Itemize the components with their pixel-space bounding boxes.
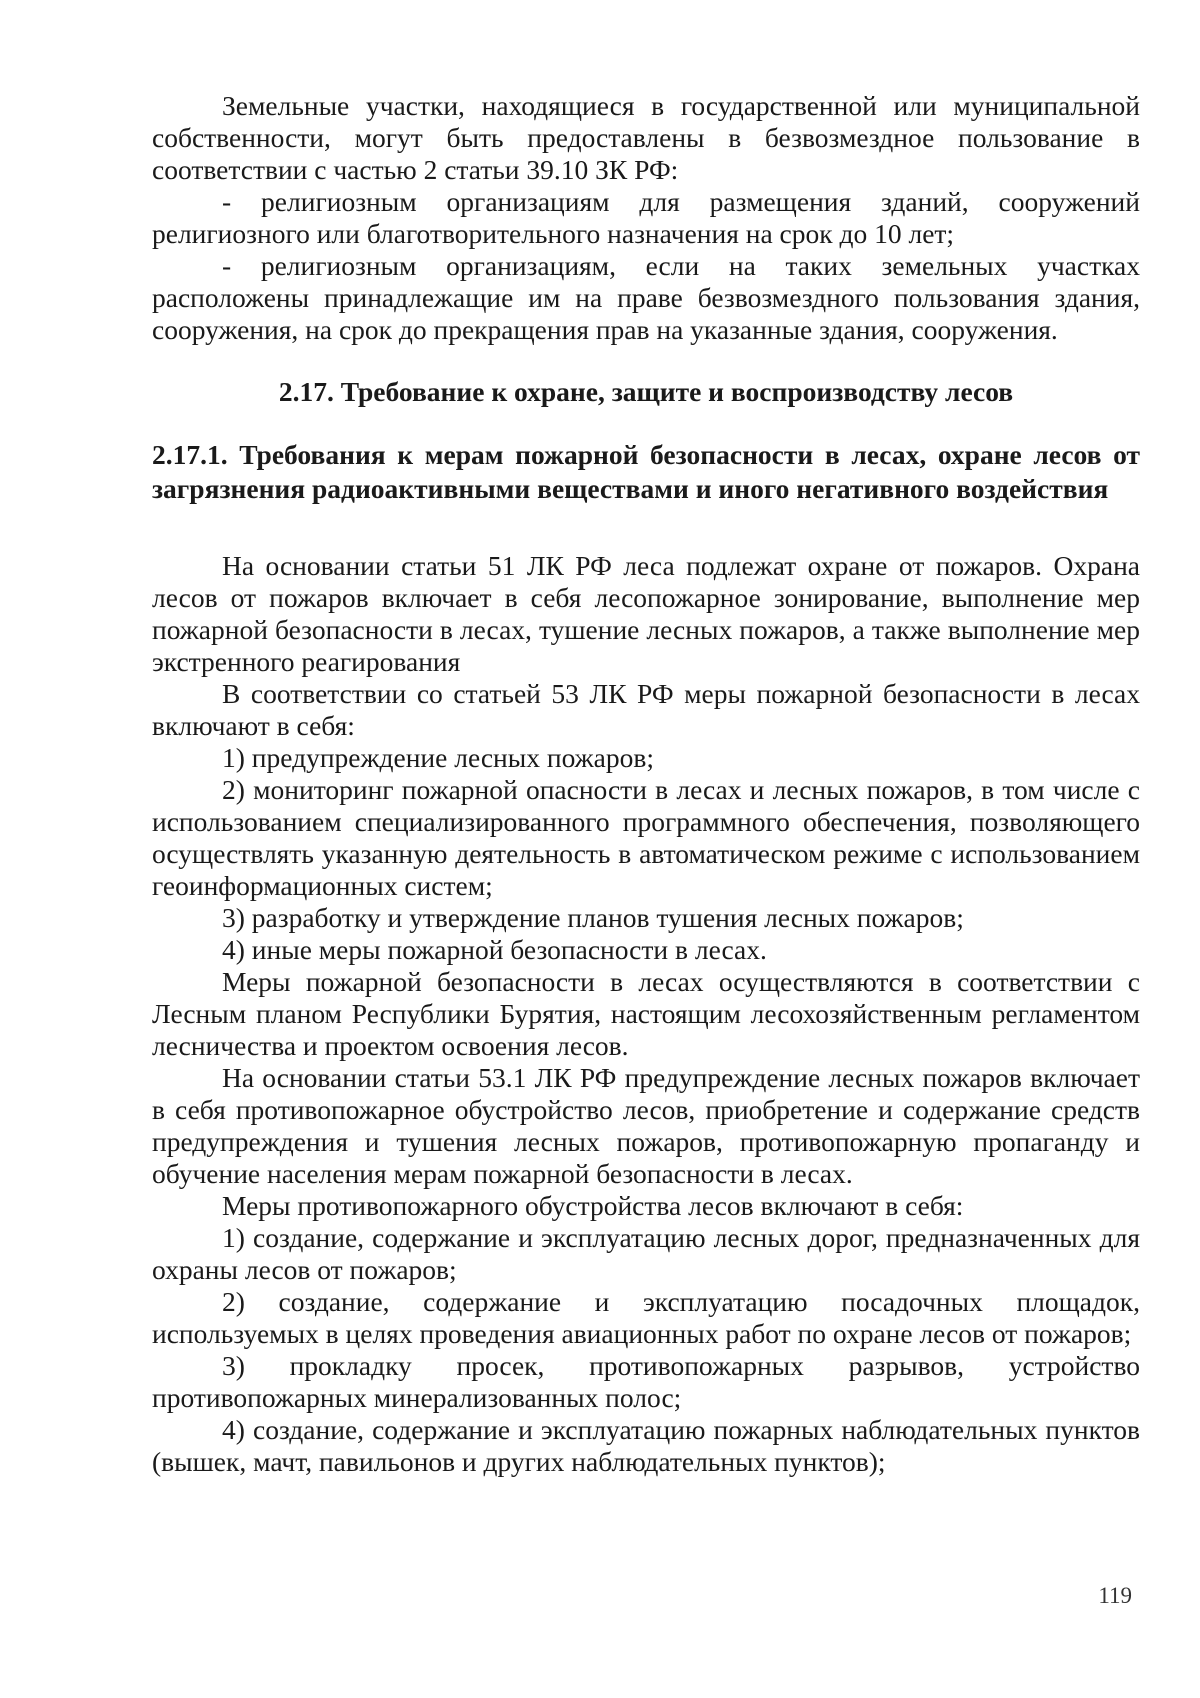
body-paragraph: Меры противопожарного обустройства лесов включают в себя: xyxy=(222,1190,964,1221)
body-paragraph: В соответствии со статьей 53 ЛК РФ меры пожарной безопасности в лесах включают в себя: xyxy=(152,678,1140,741)
section-title: 2.17. Требование к охране, защите и воспроизводству лесов xyxy=(278,376,1014,407)
subsection-title: 2.17.1. Требования к мерам пожарной безопасности в лесах, охране лесов от загрязнения радиоактивными веществами и иного негативного воздействия xyxy=(152,439,1140,504)
body-list-item: 1) создание, содержание и эксплуатацию лесных дорог, предназначенных для охраны лесов от пожаров; xyxy=(152,1222,1140,1285)
body-list-item: 3) разработку и утверждение планов тушения лесных пожаров; xyxy=(222,902,964,933)
intro-list-item: - религиозным организациям для размещения зданий, сооружений религиозного или благотворительного назначения на срок до 10 лет; xyxy=(152,186,1140,249)
body-paragraph: На основании статьи 51 ЛК РФ леса подлежат охране от пожаров. Охрана лесов от пожаров включает в себя лесопожарное зонирование, выполнение мер пожарной безопасности в лесах, тушение лесных пожаров, а также выполнение мер экстренного реагирования xyxy=(152,550,1140,677)
intro-paragraph: Земельные участки, находящиеся в государственной или муниципальной собственности, могут быть предоставлены в безвозмездное пользование в соответствии с частью 2 статьи 39.10 ЗК РФ: xyxy=(152,90,1140,185)
page-number: 119 xyxy=(1098,1583,1132,1608)
body-list-item: 4) создание, содержание и эксплуатацию пожарных наблюдательных пунктов (вышек, мачт, павильонов и других наблюдательных пунктов); xyxy=(152,1414,1140,1477)
intro-list-item: - религиозным организациям, если на таких земельных участках расположены принадлежащие им на праве безвозмездного пользования здания, сооружения, на срок до прекращения прав на указанные здания, сооружения. xyxy=(152,250,1140,345)
body-paragraph: Меры пожарной безопасности в лесах осуществляются в соответствии с Лесным планом Республики Бурятия, настоящим лесохозяйственным регламентом лесничества и проектом освоения лесов. xyxy=(152,966,1140,1061)
page-content xyxy=(152,90,1140,1478)
body-list-item: 3) прокладку просек, противопожарных разрывов, устройство противопожарных минерализованных полос; xyxy=(152,1350,1140,1413)
body-paragraph: На основании статьи 53.1 ЛК РФ предупреждение лесных пожаров включает в себя противопожарное обустройство лесов, приобретение и содержание средств предупреждения и тушения лесных пожаров, противопожарную пропаганду и обучение населения мерам пожарной безопасности в лесах. xyxy=(152,1062,1140,1189)
body-list-item: 2) мониторинг пожарной опасности в лесах и лесных пожаров, в том числе с использованием специализированного программного обеспечения, позволяющего осуществлять указанную деятельность в автоматическом режиме с использованием геоинформационных систем; xyxy=(152,774,1140,901)
body-list-item: 2) создание, содержание и эксплуатацию посадочных площадок, используемых в целях проведения авиационных работ по охране лесов от пожаров; xyxy=(152,1286,1140,1349)
body-list-item: 4) иные меры пожарной безопасности в лесах. xyxy=(222,934,767,965)
body-list-item: 1) предупреждение лесных пожаров; xyxy=(222,742,654,773)
